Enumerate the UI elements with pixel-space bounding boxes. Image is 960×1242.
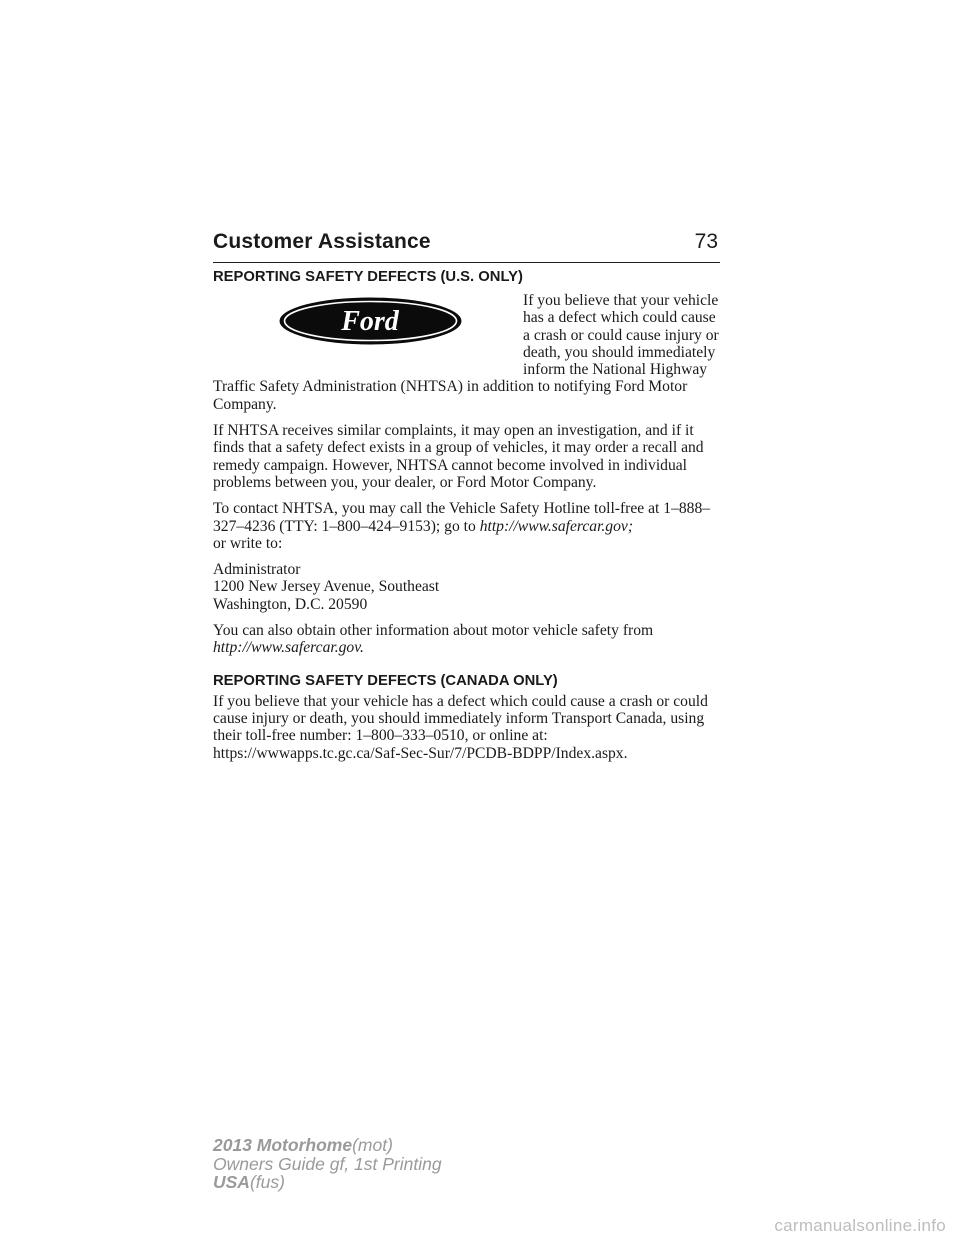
footer-region: USA: [213, 1172, 250, 1192]
canada-section-heading: REPORTING SAFETY DEFECTS (CANADA ONLY): [213, 672, 558, 689]
footer-line: Owners Guide gf, 1st Printing: [213, 1153, 442, 1174]
page-content: [213, 268, 723, 771]
other-info-text: You can also obtain other information about motor vehicle safety from: [213, 622, 654, 640]
address-line: Administrator: [213, 561, 301, 579]
us-section-heading: REPORTING SAFETY DEFECTS (U.S. ONLY): [213, 269, 523, 285]
safercar-link[interactable]: http://www.safercar.gov.: [213, 639, 364, 657]
footer-line: [213, 1173, 442, 1192]
section-title: Customer Assistance: [213, 230, 431, 253]
contact-text: To contact NHTSA, you may call the Vehicle Safety Hotline toll-free at 1–888–327–4236 (TTY: 1–800–424–9153); go to: [213, 500, 711, 535]
page-number: 73: [694, 230, 718, 253]
address-line: Washington, D.C. 20590: [213, 595, 368, 613]
footer-region-code: (fus): [249, 1172, 285, 1192]
us-intro-paragraph: If you believe that your vehicle has a defect which could cause a crash or could cause injury or death, you should immediately inform the National Highway Traffic Safety Administration (NHTSA) in addition to notifying Ford Motor Company.: [213, 292, 719, 413]
footer-model: 2013 Motorhome: [213, 1135, 353, 1155]
ford-logo-text: Ford: [341, 306, 399, 337]
contact-paragraph: [213, 500, 723, 552]
page-header: [213, 228, 720, 263]
canada-paragraph: If you believe that your vehicle has a defect which could cause a crash or could cause injury or death, you should immediately inform Transport Canada, using their toll-free number: 1–800–333–0510, or online at: https://wwwapps.tc.gc.ca/Saf-Sec-Sur/7/PCDB-BDPP/Index.aspx.: [213, 692, 708, 762]
site-watermark: carmanualsonline.info: [774, 1216, 946, 1235]
safercar-link[interactable]: http://www.safercar.gov;: [479, 517, 634, 535]
print-footer: [213, 1136, 442, 1192]
address-line: 1200 New Jersey Avenue, Southeast: [213, 578, 440, 596]
other-info-paragraph: [213, 622, 723, 657]
footer-code: (mot): [352, 1135, 393, 1155]
ford-oval-logo-icon: [278, 296, 463, 346]
contact-text-end: or write to:: [213, 534, 283, 552]
footer-line: [213, 1136, 442, 1155]
mailing-address: [213, 561, 723, 613]
investigation-paragraph: If NHTSA receives similar complaints, it may open an investigation, and if it finds that a safety defect exists in a group of vehicles, it may order a recall and remedy campaign. However, NHTSA cannot become involved in individual problems between you, your dealer, or Ford Motor Company.: [213, 422, 704, 491]
